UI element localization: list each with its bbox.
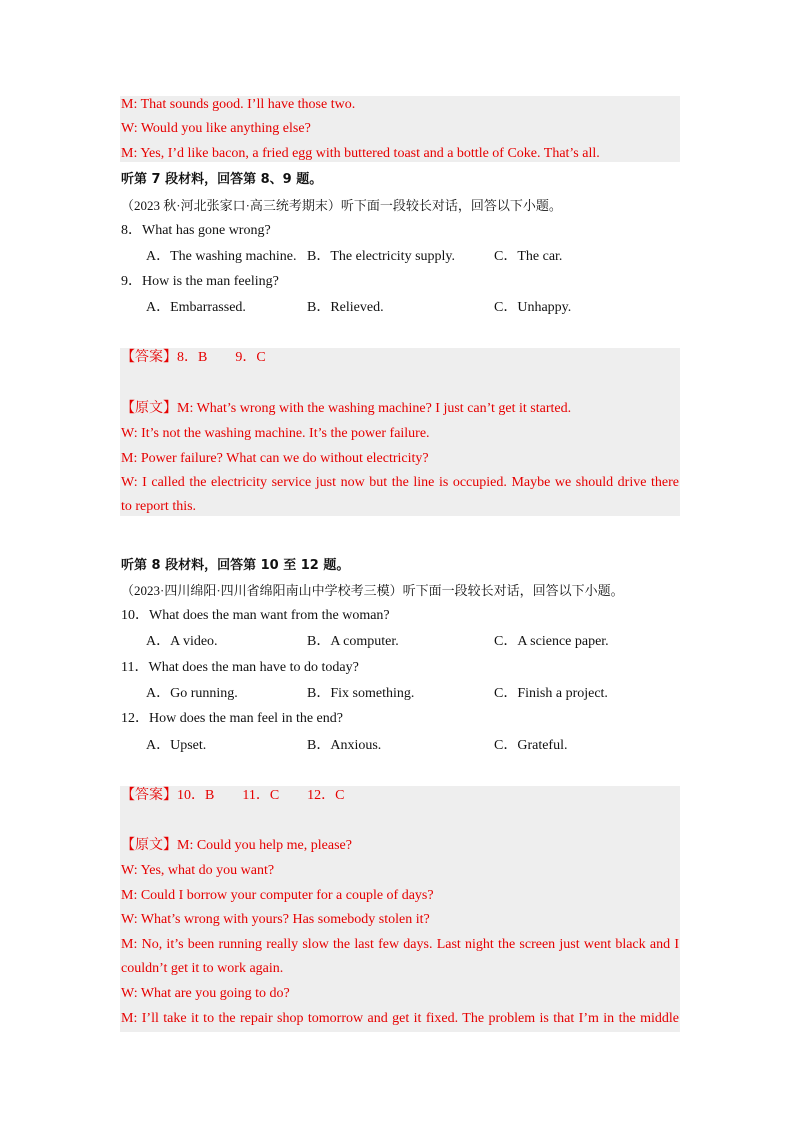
dialog-line: W: Would you like anything else? (121, 121, 311, 136)
dialog-line: M: Yes, I’d like bacon, a fried egg with buttered toast and a bottle of Coke. That’s all. (121, 146, 600, 161)
source-line: （2023 秋·河北张家口·高三统考期末）听下面一段较长对话，回答以下小题。 (121, 198, 562, 213)
option-a: A．Upset. (146, 738, 207, 753)
answer-line: 【答案】10．B 11．C 12．C (121, 788, 345, 803)
question-stem: 12．How does the man feel in the end? (121, 711, 343, 726)
option-c: C．Unhappy. (494, 300, 572, 315)
source-line: （2023·四川绵阳·四川省绵阳南山中学校考三模）听下面一段较长对话，回答以下小题。 (121, 583, 624, 598)
option-b: B．Fix something. (307, 686, 415, 701)
option-b: B．The electricity supply. (307, 249, 455, 264)
transcript-line: W: It’s not the washing machine. It’s the power failure. (121, 426, 430, 441)
option-c: C．Grateful. (494, 738, 568, 753)
option-c: C．A science paper. (494, 634, 609, 649)
transcript-line: to report this. (121, 499, 197, 514)
question-stem: 8．What has gone wrong? (121, 223, 271, 238)
answer-line: 【答案】8．B 9．C (121, 350, 266, 365)
option-b: B．Anxious. (307, 738, 382, 753)
option-c: C．The car. (494, 249, 563, 264)
transcript-line: W: What are you going to do? (121, 986, 290, 1001)
section-heading: 听第 8 段材料，回答第 10 至 12 题。 (121, 558, 350, 573)
question-stem: 9．How is the man feeling? (121, 274, 279, 289)
option-b: B．A computer. (307, 634, 399, 649)
transcript-line: 【原文】M: Could you help me, please? (121, 838, 352, 853)
option-c: C．Finish a project. (494, 686, 608, 701)
option-a: A．The washing machine. (146, 249, 297, 264)
option-a: A．Go running. (146, 686, 238, 701)
transcript-line: M: Could I borrow your computer for a couple of days? (121, 888, 434, 903)
transcript-line: M: Power failure? What can we do without electricity? (121, 451, 429, 466)
transcript-line: W: I called the electricity service just now but the line is occupied. Maybe we should drive there (121, 475, 679, 490)
transcript-line: M: I’ll take it to the repair shop tomorrow and get it fixed. The problem is that I’m in the middle (121, 1011, 679, 1026)
transcript-line: couldn’t get it to work again. (121, 961, 284, 976)
option-b: B．Relieved. (307, 300, 384, 315)
option-a: A．Embarrassed. (146, 300, 246, 315)
dialog-line: M: That sounds good. I’ll have those two. (121, 97, 356, 112)
transcript-line: W: Yes, what do you want? (121, 863, 275, 878)
section-heading: 听第 7 段材料，回答第 8、9 题。 (121, 172, 323, 187)
transcript-line: 【原文】M: What’s wrong with the washing machine? I just can’t get it started. (121, 401, 572, 416)
question-stem: 11．What does the man have to do today? (121, 660, 359, 675)
question-stem: 10．What does the man want from the woman? (121, 608, 390, 623)
transcript-line: M: No, it’s been running really slow the last few days. Last night the screen just went black and I (121, 937, 679, 952)
transcript-line: W: What’s wrong with yours? Has somebody stolen it? (121, 912, 430, 927)
option-a: A．A video. (146, 634, 218, 649)
